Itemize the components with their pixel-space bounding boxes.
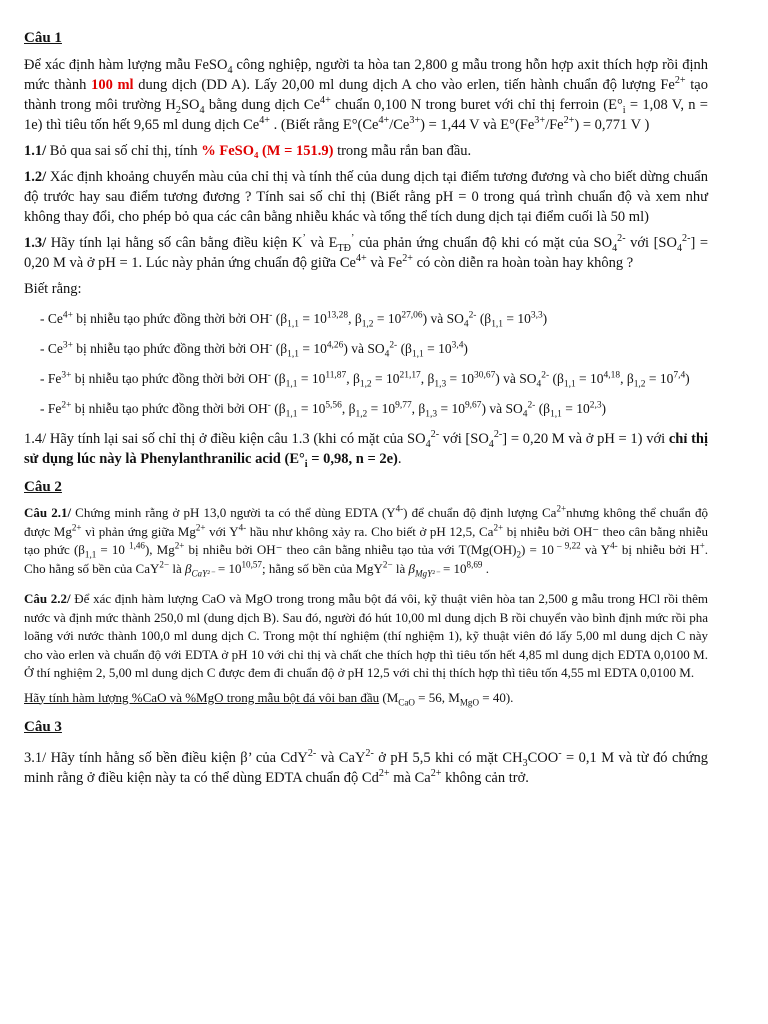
interference-fe2: - $Fe^{2+}$ bị nhiễu tạo phức đồng thời bởi OH- ($\beta_{1,1} = 10^{5,56}$, $\beta_{1,2} = 10^{9,77}$, $\beta_{1,3} = 10^{9,67}$) và $SO_4^{2-}$ $(\beta_{1,1} = 10^{2,3})$ (40, 400, 607, 420)
question-1-3: 1.3/ Hãy tính lại hằng số cân bằng điều kiện K’ và $E_{TĐ}^’$ của phản ứng chuẩn độ khi có mặt của $SO_4^{2-}$ với $[SO_4^{2-}] = 0,20$ M và ở pH = 1. Lúc này phản ứng chuẩn độ giữa $Ce^{4+}$ và $Fe^{2+}$ có còn diễn ra hoàn toàn hay không ? (24, 233, 709, 271)
interference-fe3: - $Fe^{3+}$ bị nhiễu tạo phức đồng thời bởi OH- ($\beta_{1,1} = 10^{11,87}$, $\beta_{1,2} = 10^{21,17}$, $\beta_{1,3} = 10^{30,67}$) và $SO_4^{2-}$ ($\beta_{1,1} = 10^{4,18}$, $\beta_{1,2} = 10^{7,4}$) (40, 370, 690, 390)
biet-rang-label: Biết rằng: (24, 281, 82, 297)
question-3-1: 3.1/ Hãy tính hằng số bền điều kiện β’ của CdY$^{2-}$ và CaY$^{2-}$ ở pH 5,5 khi có mặt $CH_3COO^- = 0,1$ M và từ đó chứng minh rằng ở điều kiện này ta có thể dùng EDTA chuẩn độ $Cd^{2+}$ mà $Ca^{2+}$ không cản trở. (24, 748, 708, 786)
question-2-2-task: Hãy tính hàm lượng %CaO và %MgO trong mẫu bột đá vôi ban đầu ($M_{CaO} = 56$, $M_{MgO} = 40$). (24, 689, 514, 708)
section-heading-cau3: Câu 3 (24, 719, 62, 735)
question-2-1: Câu 2.1/ Chứng minh rằng ở pH 13,0 người ta có thể dùng EDTA $(Y^{4-})$ để chuẩn độ định lượng $Ca^{2+}nhưng$ không thể chuẩn độ được $Mg^{2+}$ vì phản ứng giữa $Mg^{2+}$ với $Y^{4-}$ hầu như không xảy ra. Cho biết ở pH 12,5, $Ca^{2+}$ bị nhiễu bởi OH⁻ theo cân bằng nhiễu tạo phức ($\beta_{1,1} = 10$ $^{1,46}$), $Mg^{2+}$ bị nhiễu bởi OH⁻ theo cân bằng nhiễu tạo tủa với $T(Mg(OH)_2) = 10$ $^{- 9,22}$ và $Y^{4-}$ bị nhiễu bởi H+. Cho hằng số bền của CaY$^{2-}$ là $\beta_{CaY^{2-}} = 10^{10,57}$; hằng số bền của MgY$^{2-}$ là $\beta_{MgY^{2-}} = 10^{8,69}$ . (24, 503, 708, 579)
interference-ce4: - $Ce^{4+}$ bị nhiễu tạo phức đồng thời bởi OH- ($\beta_{1,1} = 10^{13,28}$, $\beta_{1,2} = 10^{27,06}$) và $SO_4^{2-}$ $(\beta_{1,1} = 10^{3,3})$ (40, 310, 548, 330)
question-1-4: 1.4/ Hãy tính lại sai số chỉ thị ở điều kiện câu 1.3 (khi có mặt của $SO_4^{2-}$ với $[SO_4^{2-}] = 0,20$ M và ở pH = 1) với chỉ thị sử dụng lúc này là Phenylanthranilic acid ($E^\circ_i = 0,98$, n = 2e). (24, 429, 709, 470)
question-1-1: 1.1/ Bỏ qua sai số chỉ thị, tính % FeSO₄ (M = 151.9) trong mẫu rắn ban đầu. (24, 143, 472, 159)
section-heading-cau2: Câu 2 (24, 479, 62, 495)
interference-ce3: - $Ce^{3+}$ bị nhiễu tạo phức đồng thời bởi OH- $(\beta_{1,1} = 10^{4,26})$ và $SO_4^{2-}$ $(\beta_{1,1} = 10^{3,4})$ (40, 340, 468, 360)
section-heading-cau1: Câu 1 (24, 30, 62, 46)
question-2-2: Câu 2.2/ Để xác định hàm lượng CaO và MgO trong trong mẫu bột đá vôi, kỹ thuật viên hòa tan 2,500 g mẫu trong HCl rồi thêm nước và định mức thành 250,0 ml (dung dịch B). Sau đó, người đó hút 10,00 ml dung dịch B rồi chuyển vào bình định mức rồi pha loãng với nước thành 100,0 ml dung dịch C. Trong một thí nghiệm (thí nghiệm 1), kỹ thuật viên đó lấy 5,00 ml dung dịch C này cho vào erlen và chuẩn độ với EDTA ở pH 10 với chỉ thị và chất che thích hợp thì tiêu tốn hết 4,85 ml dung dịch EDTA 0,0100 M. Ở thí nghiệm 2, 5,00 ml dung dịch C được đem đi chuẩn độ ở pH 12,5 với chỉ thị thích hợp thì tiêu tốn 4,55 ml EDTA 0,0100 M. (24, 591, 709, 680)
cau1-intro: Để xác định hàm lượng mẫu FeSO$_4$ công nghiệp, người ta hòa tan 2,800 g mẫu trong hỗn hợp axit thích hợp rồi định mức thành 100 ml dung dịch (DD A). Lấy 20,00 ml dung dịch A cho vào erlen, tiến hành chuẩn độ lượng $Fe^{2+}$ tạo thành trong môi trường $H_2SO_4$ bằng dung dịch $Ce^{4+}$ chuẩn 0,100 N trong buret với chỉ thị ferroin ($E^\circ_i = 1,08$ V, n = 1e) thì tiêu tốn hết 9,65 ml dung dịch $Ce^{4+}$ . (Biết rằng $E^\circ(Ce^{4+}/Ce^{3+}) = 1,44$ V và $E^\circ(Fe^{3+}/Fe^{2+}) = 0,771$ V ) (24, 57, 708, 133)
question-1-2: 1.2/ Xác định khoảng chuyển màu của chỉ thị và tính thế của dung dịch tại điểm tương đương và cho biết dừng chuẩn độ trước hay sau điểm tương đương ? Tính sai số chỉ thị (Biết rằng pH = 0 trong quá trình chuẩn độ và xem như không thay đổi, cho phép bỏ qua các cân bằng nhiễu khác và tổng thể tích dung dịch tại điểm cuối là 50 ml) (24, 169, 708, 225)
document-page (24, 30, 708, 794)
